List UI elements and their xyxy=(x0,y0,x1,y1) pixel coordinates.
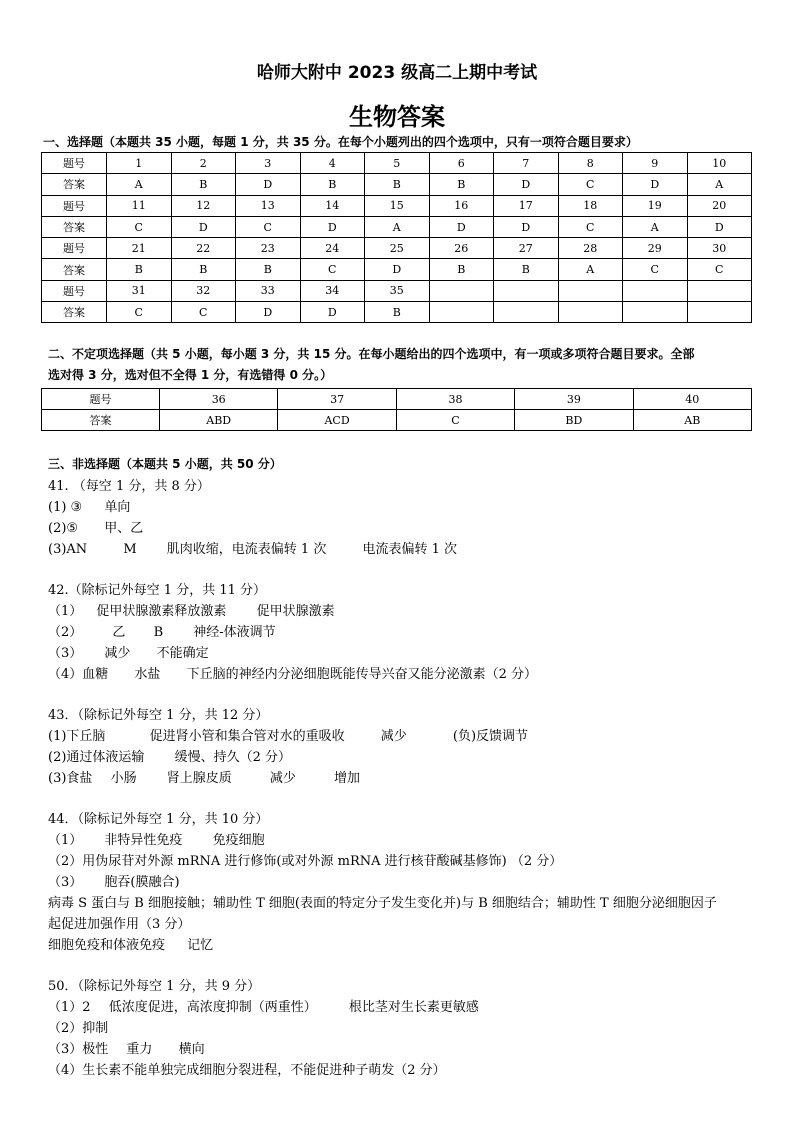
answer-part: 不能确定 xyxy=(156,646,209,661)
answer-cell: C xyxy=(236,216,301,237)
document-title: 生物答案 xyxy=(349,103,445,131)
q42-title: 42.（除标记外每空 1 分，共 11 分） xyxy=(48,583,267,598)
question-number: 15 xyxy=(365,195,430,216)
question-number: 26 xyxy=(429,238,494,259)
answer-cell: B xyxy=(365,174,430,195)
q43-line1 xyxy=(48,725,528,744)
row-label: 答案 xyxy=(42,259,107,280)
answer-cell: AB xyxy=(633,410,751,431)
answer-cell: D xyxy=(236,302,301,323)
answer-part: M xyxy=(123,542,137,557)
answer-cell xyxy=(429,302,494,323)
answer-part: (负)反馈调节 xyxy=(452,729,529,744)
q41-line1 xyxy=(48,496,130,515)
answer-part: 乙 xyxy=(112,625,126,640)
answer-cell: C xyxy=(623,259,688,280)
answer-part: 低浓度促进，高浓度抑制（两重性） xyxy=(108,1000,317,1015)
q50-line2: （2）抑制 xyxy=(48,1021,109,1036)
answer-part: 促进肾小管和集合管对水的重吸收 xyxy=(149,729,345,744)
answer-cell: D xyxy=(171,216,236,237)
answer-part: （3） xyxy=(48,875,83,890)
row-label: 答案 xyxy=(42,302,107,323)
row-label: 题号 xyxy=(42,389,160,410)
question-number: 22 xyxy=(171,238,236,259)
answer-cell xyxy=(687,302,752,323)
answer-cell: B xyxy=(171,174,236,195)
answer-part: 减少 xyxy=(269,771,296,786)
question-number: 11 xyxy=(107,195,172,216)
question-number xyxy=(558,280,623,301)
answer-part: 促甲状腺激素 xyxy=(256,604,335,619)
answer-part: 甲、乙 xyxy=(104,521,144,536)
question-number: 1 xyxy=(107,153,172,174)
q44-line1 xyxy=(48,829,265,848)
row-label: 答案 xyxy=(42,410,160,431)
table-row xyxy=(42,410,752,431)
table-row xyxy=(42,302,752,323)
answer-cell: B xyxy=(494,259,559,280)
answer-part: 下丘脑的神经内分泌细胞既能传导兴奋又能分泌激素（2 分） xyxy=(186,667,537,682)
answer-cell: BD xyxy=(515,410,633,431)
question-number: 35 xyxy=(365,280,430,301)
question-number: 18 xyxy=(558,195,623,216)
table-row xyxy=(42,389,752,410)
question-number: 10 xyxy=(687,153,752,174)
answer-cell: D xyxy=(300,216,365,237)
question-number: 8 xyxy=(558,153,623,174)
answer-part: 小肠 xyxy=(110,771,137,786)
answer-cell: D xyxy=(300,302,365,323)
answer-part: （4）血糖 xyxy=(48,667,109,682)
answer-part: (3)AN xyxy=(48,542,88,557)
row-label: 题号 xyxy=(42,153,107,174)
question-number: 2 xyxy=(171,153,236,174)
answer-cell: D xyxy=(494,216,559,237)
section3-heading: 三、非选择题（本题共 5 小题，共 50 分） xyxy=(48,457,282,471)
answer-part: (1) ③ xyxy=(48,500,83,515)
answer-cell: D xyxy=(494,174,559,195)
row-label: 题号 xyxy=(42,280,107,301)
question-number: 32 xyxy=(171,280,236,301)
q44-line2: （2）用伪尿苷对外源 mRNA 进行修饰(或对外源 mRNA 进行核苷酸碱基修饰) （2 分） xyxy=(48,854,563,869)
answer-part: 增加 xyxy=(334,771,361,786)
answer-part: (1)下丘脑 xyxy=(48,729,106,744)
table-row xyxy=(42,153,752,174)
answer-cell: B xyxy=(236,259,301,280)
answer-cell: A xyxy=(623,216,688,237)
q41-title: 41. （每空 1 分，共 8 分） xyxy=(48,479,210,494)
answer-part: 肾上腺皮质 xyxy=(166,771,232,786)
answer-part: （1） xyxy=(48,604,83,619)
answer-part: (3)食盐 xyxy=(48,771,93,786)
q44-line6 xyxy=(48,934,213,953)
question-number: 24 xyxy=(300,238,365,259)
question-number xyxy=(687,280,752,301)
answer-cell: A xyxy=(365,216,430,237)
question-number: 27 xyxy=(494,238,559,259)
answer-cell: D xyxy=(429,216,494,237)
answer-cell: B xyxy=(107,259,172,280)
answer-cell: A xyxy=(107,174,172,195)
section2-heading-line1: 二、不定项选择题（共 5 小题，每小题 3 分，共 15 分。在每小题给出的四个选项中，有一项或多项符合题目要求。全部 xyxy=(48,347,695,361)
question-number: 14 xyxy=(300,195,365,216)
q44-line3 xyxy=(48,871,180,890)
answer-part: 重力 xyxy=(126,1042,153,1057)
answer-cell xyxy=(494,302,559,323)
question-number: 25 xyxy=(365,238,430,259)
answer-part: 减少 xyxy=(104,646,131,661)
answer-part: （2） xyxy=(48,625,83,640)
q43-line2 xyxy=(48,746,291,765)
answer-part: 促甲状腺激素释放激素 xyxy=(96,604,227,619)
answer-cell: D xyxy=(365,259,430,280)
answer-cell xyxy=(558,302,623,323)
answer-part: （1） xyxy=(48,833,83,848)
question-number: 39 xyxy=(515,389,633,410)
q50-line3 xyxy=(48,1038,205,1057)
answer-part: 细胞免疫和体液免疫 xyxy=(48,938,166,953)
answer-cell: C xyxy=(107,216,172,237)
question-number: 16 xyxy=(429,195,494,216)
answer-part: 胞吞(膜融合) xyxy=(104,875,180,890)
question-number: 6 xyxy=(429,153,494,174)
answer-cell: C xyxy=(558,216,623,237)
q44-line5: 起促进加强作用（3 分） xyxy=(48,917,191,932)
answer-cell: D xyxy=(236,174,301,195)
question-number: 34 xyxy=(300,280,365,301)
answer-cell: C xyxy=(300,259,365,280)
q50-line1 xyxy=(48,996,479,1015)
question-number: 31 xyxy=(107,280,172,301)
answer-part: (2)⑤ xyxy=(48,521,79,536)
answer-cell: B xyxy=(300,174,365,195)
answer-part: 水盐 xyxy=(134,667,161,682)
question-number: 17 xyxy=(494,195,559,216)
answer-cell: B xyxy=(429,174,494,195)
answer-cell xyxy=(623,302,688,323)
question-number: 33 xyxy=(236,280,301,301)
q42-line2 xyxy=(48,621,276,640)
question-number: 13 xyxy=(236,195,301,216)
answer-cell: C xyxy=(687,259,752,280)
answer-cell: A xyxy=(558,259,623,280)
question-number: 29 xyxy=(623,238,688,259)
question-number: 3 xyxy=(236,153,301,174)
section1-heading: 一、选择题（本题共 35 小题，每题 1 分，共 35 分。在每个小题列出的四个选项中，只有一项符合题目要求） xyxy=(43,135,638,149)
question-number: 37 xyxy=(278,389,396,410)
q50-line4: （4）生长素不能单独完成细胞分裂进程，不能促进种子萌发（2 分） xyxy=(48,1063,446,1078)
school-exam-title: 哈师大附中 2023 级高二上期中考试 xyxy=(256,63,538,83)
question-number: 9 xyxy=(623,153,688,174)
row-label: 题号 xyxy=(42,238,107,259)
table-row xyxy=(42,174,752,195)
row-label: 题号 xyxy=(42,195,107,216)
table-row xyxy=(42,280,752,301)
question-number: 36 xyxy=(160,389,278,410)
q43-line3 xyxy=(48,767,360,786)
answer-part: 电流表偏转 1 次 xyxy=(362,542,458,557)
answer-cell: C xyxy=(558,174,623,195)
q41-line3 xyxy=(48,538,457,557)
answer-cell: C xyxy=(171,302,236,323)
answer-part: 减少 xyxy=(380,729,407,744)
answer-part: （3）极性 xyxy=(48,1042,109,1057)
answer-part: 神经-体液调节 xyxy=(193,625,276,640)
table-row xyxy=(42,238,752,259)
q42-line1 xyxy=(48,600,335,619)
question-number xyxy=(494,280,559,301)
answer-cell: D xyxy=(623,174,688,195)
answer-cell: ACD xyxy=(278,410,396,431)
question-number: 4 xyxy=(300,153,365,174)
answer-part: 肌肉收缩，电流表偏转 1 次 xyxy=(166,542,327,557)
question-number: 7 xyxy=(494,153,559,174)
answer-part: 免疫细胞 xyxy=(212,833,265,848)
question-number: 40 xyxy=(633,389,751,410)
multi-select-answer-table xyxy=(41,388,752,431)
q42-line3 xyxy=(48,642,209,661)
answer-part: 根比茎对生长素更敏感 xyxy=(348,1000,479,1015)
table-row xyxy=(42,216,752,237)
answer-cell: D xyxy=(687,216,752,237)
answer-cell: B xyxy=(171,259,236,280)
multiple-choice-answer-table xyxy=(41,152,752,323)
question-number: 23 xyxy=(236,238,301,259)
section2-heading xyxy=(48,344,754,386)
answer-part: 单向 xyxy=(104,500,131,515)
answer-part: 缓慢、持久（2 分） xyxy=(174,750,291,765)
answer-cell: ABD xyxy=(160,410,278,431)
q42-line4 xyxy=(48,663,537,682)
question-number: 38 xyxy=(396,389,514,410)
answer-cell: C xyxy=(107,302,172,323)
answer-part: (2)通过体液运输 xyxy=(48,750,145,765)
table-row xyxy=(42,259,752,280)
q44-title: 44．（除标记外每空 1 分，共 10 分） xyxy=(48,812,269,827)
answer-cell: B xyxy=(365,302,430,323)
answer-part: （1）2 xyxy=(48,1000,91,1015)
question-number xyxy=(429,280,494,301)
q44-line4: 病毒 S 蛋白与 B 细胞接触；辅助性 T 细胞(表面的特定分子发生变化并)与 B 细胞结合；辅助性 T 细胞分泌细胞因子 xyxy=(48,896,717,911)
answer-part: 非特异性免疫 xyxy=(104,833,183,848)
question-number: 19 xyxy=(623,195,688,216)
question-number: 30 xyxy=(687,238,752,259)
question-number: 5 xyxy=(365,153,430,174)
question-number: 21 xyxy=(107,238,172,259)
answer-cell: B xyxy=(429,259,494,280)
answer-part: 记忆 xyxy=(187,938,214,953)
q50-title: 50．（除标记外每空 1 分，共 9 分） xyxy=(48,979,261,994)
q43-title: 43．（除标记外每空 1 分，共 12 分） xyxy=(48,708,269,723)
answer-part: （3） xyxy=(48,646,83,661)
answer-part: B xyxy=(153,625,164,640)
section2-heading-line2: 选对得 3 分，选对但不全得 1 分，有选错得 0 分。） xyxy=(48,368,333,382)
row-label: 答案 xyxy=(42,174,107,195)
question-number: 28 xyxy=(558,238,623,259)
question-number: 12 xyxy=(171,195,236,216)
question-number xyxy=(623,280,688,301)
row-label: 答案 xyxy=(42,216,107,237)
question-number: 20 xyxy=(687,195,752,216)
answer-cell: C xyxy=(396,410,514,431)
table-row xyxy=(42,195,752,216)
q41-line2 xyxy=(48,517,143,536)
answer-part: 横向 xyxy=(178,1042,205,1057)
answer-cell: A xyxy=(687,174,752,195)
